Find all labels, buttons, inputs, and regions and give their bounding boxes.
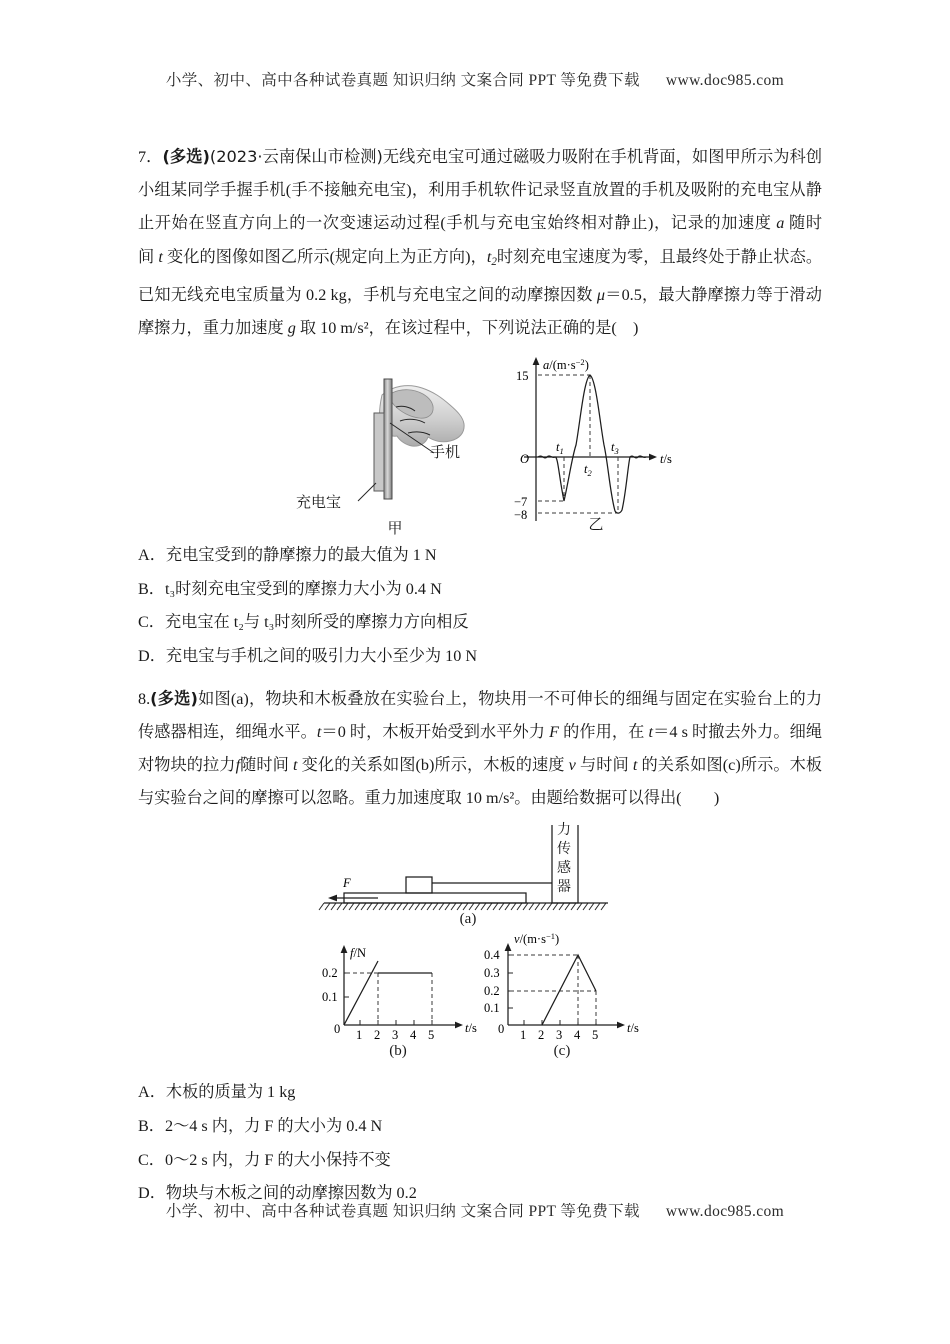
question-8-stem-6: 变化的关系如图(b)所示，木板的速度 [301, 756, 565, 775]
b-y-axis-label: f/N [350, 946, 366, 961]
yi-tick-15: 15 [516, 369, 529, 384]
b-origin-label: 0 [334, 1022, 341, 1037]
question-7-stem: 7．(多选)(2023·云南保山市检测)无线充电宝可通过磁吸力吸附在手机背面，如图甲所示为科创小组某同学手握手机(手不接触充电宝)，利用手机软件记录竖直放置的手机及吸附的充电宝从静止开始在竖直方向上的一次变速运动过程(手机与充电宝始终相对静止)，记录的加速度 a 随时间 t 变化的图像如图乙所示(规定向上为正方向)，$t_2$时刻充电宝速度为零，且最终处于静止状态。已知无线充电宝质量为 0.2 kg，手机与充电宝之间的动摩擦因数 μ＝0.5，最大静摩擦力等于滑动摩擦力，重力加速度 g 取 10 m/s²，在该过程中，下列说法正确的是( ) [138, 147, 823, 338]
figure-c-vt-graph [468, 933, 668, 1076]
question-7-source: (2023·云南保山市检测) [209, 147, 383, 166]
question-8 [138, 682, 822, 1211]
c-tick-label-01: 0.1 [484, 1001, 500, 1016]
yi-tick-neg7: −7 [514, 495, 528, 510]
yi-x-axis-label: t/s [660, 452, 672, 467]
symbol-v: v [564, 756, 580, 775]
c-xlabel-2: 2 [538, 1028, 545, 1043]
yi-y-axis-label: $a/(m\cdot s^{-2})$ [543, 357, 589, 373]
figure-yi-svg [494, 353, 694, 539]
figure-a-caption: (a) [459, 911, 477, 928]
b-xlabel-4: 4 [410, 1028, 417, 1043]
ground-hatching [319, 903, 606, 910]
yi-mark-t1: $t_1$ [556, 440, 564, 457]
yi-origin-label: O [520, 452, 530, 467]
b-helper [344, 961, 432, 1025]
question-8-option-a: A．木板的质量为 1 kg [138, 1083, 296, 1102]
question-7-stem-5: ＝0.5，最大静摩擦力等于滑动摩擦力，重力加速度 [138, 285, 822, 338]
b-tick-label-01: 0.1 [322, 990, 338, 1005]
watermark-site-bottom: www.doc985.com [665, 1203, 785, 1220]
question-8-number: 8 [138, 689, 147, 708]
symbol-mu: μ [592, 285, 605, 304]
yi-mark-t2: $t_2$ [584, 462, 592, 479]
symbol-t-q8d: t [628, 756, 642, 775]
watermark-bottom [0, 1199, 950, 1221]
symbol-f: f [235, 756, 241, 775]
question-8-stem-1: 如图(a)，物块和木板叠放在实验台上，物块用一不可伸长的细绳与固定在实验台上的力传感器相连，细绳水平。 [138, 689, 823, 741]
figure-jia-hand-phone [296, 361, 505, 538]
question-8-stem-2: ＝0 时，木板开始受到水平外力 [321, 722, 546, 741]
force-arrow-head [328, 895, 337, 902]
c-tick-label-03: 0.3 [484, 966, 500, 981]
c-xlabel-4: 4 [574, 1028, 581, 1043]
question-8-stem-8: 的关系如图(c)所示。木板与实验台之间的摩擦可以忽略。重力加速度取 10 m/s²。由题给数据可以得出( ) [138, 756, 823, 808]
b-x-axis-label: t/s [465, 1021, 477, 1036]
c-x-axis-label: t/s [627, 1021, 639, 1036]
phone-object [384, 379, 392, 499]
question-8-stem: 8.(多选)如图(a)，物块和木板叠放在实验台上，物块用一不可伸长的细绳与固定在实验台上的力传感器相连，细绳水平。t＝0 时，木板开始受到水平外力 F 的作用，在 t＝4 s 时撤去外力。细绳对物块的拉力f随时间 t 变化的关系如图(b)所示，木板的速度 v 与时间 t 的关系如图(c)所示。木板与实验台之间的摩擦可以忽略。重力加速度取 10 m/s²。由题给数据可以得出( ) [138, 688, 823, 808]
symbol-t: t [154, 247, 167, 266]
symbol-t-q8c: t [288, 756, 302, 775]
b-xlabel-5: 5 [428, 1028, 435, 1043]
sensor-char-2: 传 [557, 841, 571, 858]
symbol-F: F [545, 722, 564, 741]
symbol-t-q8: t [316, 722, 322, 741]
question-8-figures-bc [138, 933, 822, 1076]
question-7-option-b: B．t₃时刻充电宝受到的摩擦力大小为 0.4 N [138, 579, 442, 598]
figure-yi-at-graph [494, 353, 694, 539]
question-8-figure-a [138, 822, 822, 937]
symbol-g: g [283, 319, 300, 338]
yi-x-arrow [649, 454, 657, 461]
figure-jia-label-powerbank: 充电宝 [296, 493, 342, 512]
figure-a-force-label: F [343, 876, 351, 891]
symbol-t-q8b: t [644, 722, 654, 741]
c-y-axis-label: $v/(m\cdot s^{-1})$ [514, 933, 560, 947]
question-7-figures [138, 353, 822, 539]
question-8-stem-3: 的作用，在 [563, 722, 645, 741]
c-origin-label: 0 [498, 1022, 505, 1037]
question-7-stem-2: 随时间 [138, 214, 823, 266]
question-7-number: 7 [138, 148, 147, 166]
document-content [138, 140, 822, 1211]
b-segment-rising [344, 961, 378, 1025]
question-8-stem-5: 随时间 [240, 756, 289, 775]
figure-yi-caption: 乙 [588, 515, 604, 534]
figure-jia-caption: 甲 [387, 519, 403, 538]
watermark-text: 小学、初中、高中各种试卷真题 知识归纳 文案合同 PPT 等免费下载 [165, 72, 640, 89]
yi-acceleration-curve [538, 375, 646, 513]
question-7-stem-6: 取 10 m/s²，在该过程中，下列说法正确的是( ) [299, 319, 639, 338]
question-7-stem-3: 变化的图像如图乙所示(规定向上为正方向)， [167, 247, 487, 266]
yi-y-arrow [533, 357, 540, 365]
yi-tick-neg8: −8 [514, 508, 528, 523]
b-xlabel-1: 1 [356, 1028, 363, 1043]
c-x-arrow [617, 1022, 625, 1029]
watermark-text-bottom: 小学、初中、高中各种试卷真题 知识归纳 文案合同 PPT 等免费下载 [165, 1203, 640, 1220]
question-8-option-c: C．0～2 s 内，力 F 的大小保持不变 [138, 1150, 391, 1169]
sensor-char-3: 感 [557, 860, 571, 877]
c-tick-label-02: 0.2 [484, 984, 500, 999]
question-8-tag: (多选) [150, 688, 198, 708]
watermark-top [0, 68, 950, 90]
figure-jia-label-phone: 手机 [430, 443, 461, 462]
c-xlabel-1: 1 [520, 1028, 527, 1043]
question-7-tag: (多选) [162, 147, 210, 166]
question-8-option-b: B．2～4 s 内，力 F 的大小为 0.4 N [138, 1117, 383, 1136]
sensor-char-4: 器 [557, 879, 571, 896]
question-7-stem-4: 时刻充电宝速度为零，且最终处于静止状态。已知无线充电宝质量为 0.2 kg，手机与充电宝之间的动摩擦因数 [138, 247, 823, 304]
b-tick-label-02: 0.2 [322, 966, 338, 981]
c-velocity-curve [542, 955, 596, 1025]
c-xlabel-3: 3 [556, 1028, 563, 1043]
question-8-option-d: D．物块与木板之间的动摩擦因数为 0.2 [138, 1184, 417, 1203]
b-xlabel-2: 2 [374, 1028, 381, 1043]
sensor-char-1: 力 [557, 822, 571, 839]
symbol-a: a [771, 214, 790, 233]
question-8-stem-4: ＝4 s 时撤去外力。细绳对物块的拉力 [138, 722, 823, 775]
b-y-arrow [341, 945, 348, 953]
watermark-site: www.doc985.com [665, 72, 785, 89]
power-bank-object [374, 413, 384, 491]
figure-a-sensor-label [551, 821, 577, 897]
yi-mark-t3: $t_3$ [611, 440, 619, 457]
symbol-t2: $t_2$ [486, 247, 497, 268]
question-7-option-d: D．充电宝与手机之间的吸引力大小至少为 10 N [138, 647, 478, 666]
c-xlabel-5: 5 [592, 1028, 599, 1043]
question-8-stem-7: 与时间 [579, 756, 629, 775]
b-x-arrow [455, 1022, 463, 1029]
b-xlabel-3: 3 [392, 1028, 399, 1043]
question-7-stem-1: 无线充电宝可通过磁吸力吸附在手机背面，如图甲所示为科创小组某同学手握手机(手不接触充电宝)，利用手机软件记录竖直放置的手机及吸附的充电宝从静止开始在竖直方向上的一次变速运动过程(手机与充电宝始终相对静止)，记录的加速度 [138, 148, 823, 233]
c-tick-label-04: 0.4 [484, 948, 500, 963]
question-7 [138, 140, 822, 674]
figure-c-caption: (c) [553, 1043, 571, 1060]
figure-b-caption: (b) [389, 1043, 407, 1060]
c-y-arrow [505, 943, 512, 951]
question-7-option-a: A．充电宝受到的静摩擦力的最大值为 1 N [138, 546, 437, 565]
block-object [406, 877, 432, 893]
question-7-option-c: C．充电宝在 t₂与 t₃时刻所受的摩擦力方向相反 [138, 613, 469, 632]
